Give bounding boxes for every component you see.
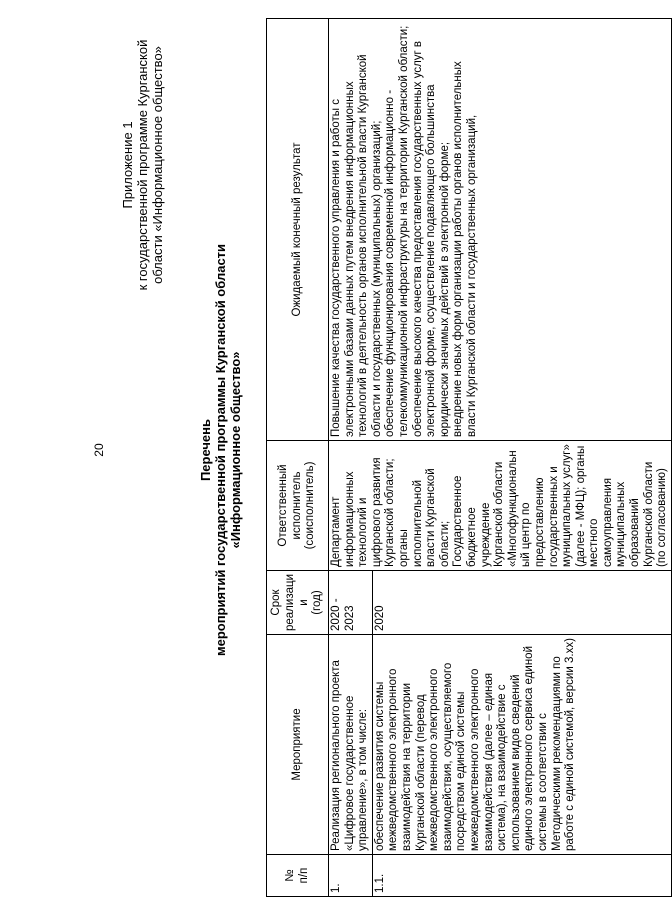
appendix-line-2: к государственной программе Курганской	[135, 39, 150, 291]
row-1-activity: Реализация регионального проекта «Цифровое государственное управление», в том числе:	[329, 635, 373, 855]
row-2-term: 2020	[372, 571, 671, 635]
header-executor: Ответственный исполнитель (соисполнитель)	[267, 441, 329, 571]
table-row	[329, 19, 373, 897]
row-1-executor: Департамент информационных технологий и цифрового развития Курганской области; органы исполнительной власти Курганской области; Государственное бюджетное учреждение Курганской области «Многофункциональный центр по предоставлению государственных и муниципальных услуг» (далее - МФЦ); органы местного самоуправления муниципальных образований Курганской области (по согласованию)	[329, 441, 672, 571]
table-header-row	[267, 19, 329, 897]
activities-table	[266, 18, 672, 897]
title-line-2: мероприятий государственной программы Курганской области	[213, 243, 228, 657]
appendix-note	[120, 15, 165, 315]
title-line-3: «Информационное общество»	[228, 351, 243, 549]
document-title	[198, 225, 243, 675]
row-1-term: 2020 - 2023	[329, 571, 373, 635]
row-2-activity: обеспечение развития системы межведомственного электронного взаимодействия на территории Курганской области (перевод межведомственного электронного взаимодействия, осуществляемого посредством единой системы межведомственного электронного взаимодействия (далее – единая система), на взаимодействие с использованием видов сведений единого электронного сервиса единой системы в соответствии с Методическими рекомендациями по работе с единой системой, версии 3.хх)	[372, 635, 671, 855]
appendix-line-1: Приложение 1	[120, 121, 135, 209]
row-2-num: 1.1.	[372, 855, 671, 897]
page-number: 20	[92, 443, 106, 457]
title-line-1: Перечень	[198, 418, 213, 482]
row-1-result: Повышение качества государственного управления и работы с электронными базами данных путем внедрения информационных технологий в деятельность органов исполнительной власти Курганской области и государственных (муниципальных) организаций; обеспечение функционирования современной информационно - телекоммуникационной инфраструктуры на территории Курганской области; обеспечение высокого качества предоставления государственных услуг в электронной форме, осуществление подавляющего большинства юридически значимых действий в электронной форме; внедрение новых форм организации работы органов исполнительных власти Курганской области и государственных организаций,	[329, 19, 672, 441]
header-term: Срок реализации (год)	[267, 571, 329, 635]
appendix-line-3: области «Информационное общество»	[150, 46, 165, 284]
row-1-num: 1.	[329, 855, 373, 897]
header-activity: Мероприятие	[267, 635, 329, 855]
header-result: Ожидаемый конечный результат	[267, 19, 329, 441]
header-num: № п/п	[267, 855, 329, 897]
